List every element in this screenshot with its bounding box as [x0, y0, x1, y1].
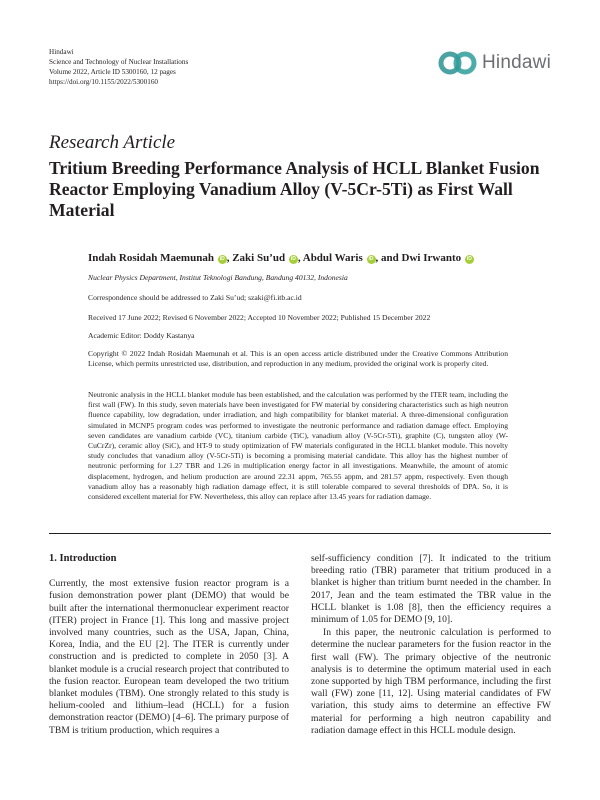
abstract: Neutronic analysis in the HCLL blanket module has been established, and the calculation was performed by the ITER team, including the first wall (FW). In this study, seven materials have been investigated for FW material by considering characteristics such as high neutron fluence capability, low degradation, under irradiation, and high compatibility for blanket material. A three-dimensional configuration simulated in MCNP5 program codes was performed to investigate the neutronic performance and radiation damage effect. Employing seven candidates are vanadium carbide (VC), titanium carbide (TiC), vanadium alloy (V-5Cr-5Ti), graphite (C), tungsten alloy (W-CuCrZr), ceramic alloy (SiC), and HT-9 to study optimization of FW materials configurated in the HCLL blanket module. This novelty study concludes that vanadium alloy (V-5Cr-5Ti) is becoming a promising material candidate. This alloy has the highest number of neutronic performing for 1.27 TBR and 1.26 in multiplication energy factor in all investigations. Meanwhile, the amount of atomic displacement, hydrogen, and helium production are around 22.31 appm, 765.55 appm, and 281.57 appm, respectively. Even though vanadium alloy has a reasonably high radiation damage effect, it is still tolerable compared to several thresholds of DPA. So, it is considered excellent material for FW. Nevertheless, this alloy can replace after 13.45 years for radiation damage. [88, 390, 508, 502]
academic-editor: Academic Editor: Doddy Kastanya [88, 331, 195, 340]
author-separator: , and [375, 252, 402, 264]
author-name[interactable]: Zaki Su’ud [232, 252, 286, 264]
section-divider [49, 533, 551, 534]
copyright-notice: Copyright © 2022 Indah Rosidah Maemunah et al. This is an open access article distributed under the Creative Commons Attribution License, which permits unrestricted use, distribution, and reproduction in any medium, provided the original work is properly cited. [88, 349, 508, 368]
body-paragraph: Currently, the most extensive fusion reactor program is a fusion demonstration power plant (DEMO) that would be built after the international thermonuclear experiment reactor (ITER) project in France [1]. This long and massive project involved many countries, such as the USA, Japan, China, Korea, India, and the EU [2]. The ITER is currently under construction and is predicted to complete in 2050 [3]. A blanket module is a crucial research project that contributed to the fusion reactor. European team developed the two tritium blanket modules (TBM). One strongly related to this study is helium-cooled and lithium–lead (HCLL) for a fusion demonstration reactor (DEMO) [4–6]. The primary purpose of TBM is tritium production, which requires a [49, 578, 289, 736]
author-list [88, 252, 474, 264]
orcid-icon[interactable]: iD [290, 256, 296, 262]
hindawi-logo-icon [438, 50, 478, 76]
body-paragraph: self-sufficiency condition [7]. It indicated to the tritium breeding ratio (TBR) parameter that tritium produced in a blanket is higher than tritium burnt needed in the chamber. In 2017, Jean and the team estimated the TBR value in the HCLL blanket is 1.08 [8], then the efficiency requires a minimum of 1.05 for DEMO [9, 10]. [311, 553, 551, 626]
left-column [49, 553, 289, 737]
article-type: Research Article [49, 132, 176, 153]
section-heading: 1. Introduction [49, 553, 117, 564]
publication-dates: Received 17 June 2022; Revised 6 November 2022; Accepted 10 November 2022; Published 15 December 2022 [88, 313, 431, 322]
author-separator: , [226, 252, 233, 264]
hindawi-logo [438, 50, 551, 76]
orcid-icon[interactable]: iD [466, 256, 472, 262]
doi-link[interactable]: https://doi.org/10.1155/2022/5300160 [49, 78, 159, 86]
author-name[interactable]: Abdul Waris [302, 252, 363, 264]
article-title: Tritium Breeding Performance Analysis of HCLL Blanket Fusion Reactor Employing Vanadium Alloy (V-5Cr-5Ti) as First Wall Material [49, 158, 540, 220]
journal-name: Science and Technology of Nuclear Installations [49, 58, 189, 66]
logo-text: Hindawi [482, 52, 551, 73]
body-paragraph: In this paper, the neutronic calculation is performed to determine the nuclear parameters for the fusion reactor in the first wall (FW). The primary objective of the neutronic analysis is to determine the optimum material used in each zone supported by high TBM performance, including the first wall (FW) zone [11, 12]. Using material candidates of FW variation, this study aims to determine an effective FW material for performing a high neutron capability and radiation damage effect in this HCLL module design. [311, 627, 551, 736]
orcid-icon[interactable]: iD [368, 256, 374, 262]
right-column [311, 553, 551, 737]
author-name[interactable]: Indah Rosidah Maemunah [88, 252, 214, 264]
volume-line: Volume 2022, Article ID 5300160, 12 pages [49, 68, 176, 76]
publisher-name: Hindawi [49, 48, 74, 56]
affiliation: Nuclear Physics Department, Institut Teknologi Bandung, Bandung 40132, Indonesia [88, 273, 348, 282]
journal-meta [49, 47, 188, 87]
author-name[interactable]: Dwi Irwanto [401, 252, 462, 264]
correspondence: Correspondence should be addressed to Zaki Su’ud; szaki@fi.itb.ac.id [88, 293, 302, 302]
author-separator: , [297, 252, 303, 264]
orcid-icon[interactable]: iD [219, 256, 225, 262]
